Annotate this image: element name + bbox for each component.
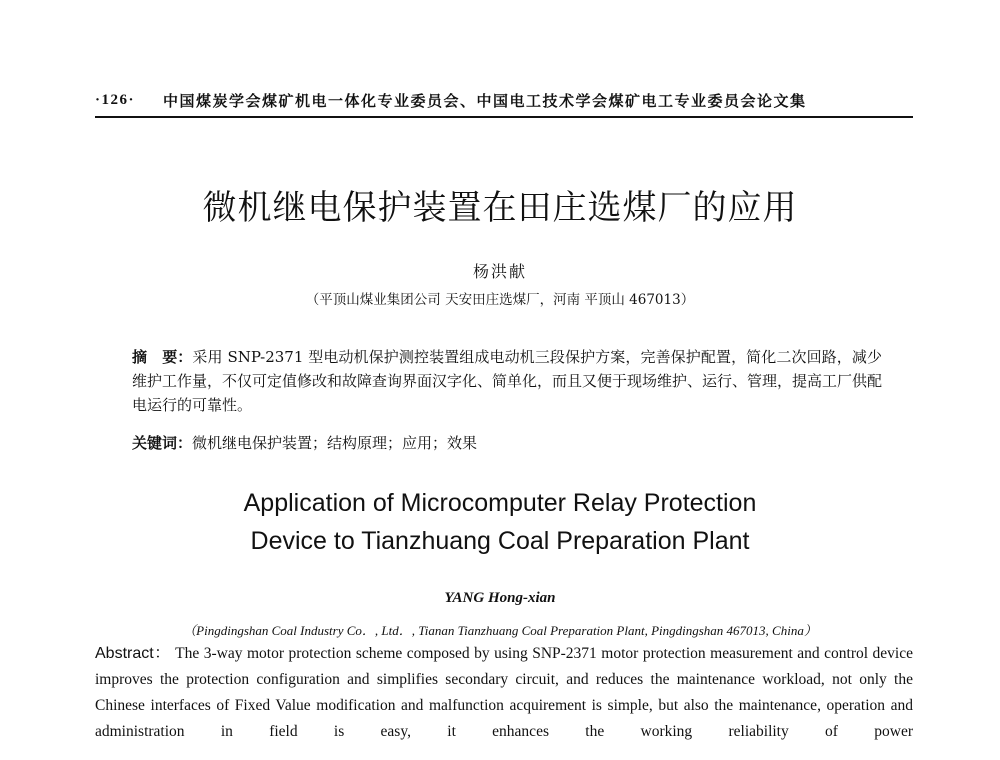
chinese-author: 杨洪献 xyxy=(472,262,527,281)
chinese-keywords xyxy=(132,431,882,455)
page-number: ·126· xyxy=(95,91,136,108)
chinese-keywords-text: 微机继电保护装置；结构原理；应用；效果 xyxy=(192,434,478,452)
english-author: YANG Hong-xian xyxy=(444,590,556,606)
english-title-line-2: Device to Tianzhuang Coal Preparation Plant xyxy=(250,527,750,555)
english-title-line-1: Application of Microcomputer Relay Protection xyxy=(243,489,757,517)
english-abstract-text: The 3-way motor protection scheme composed by using SNP-2371 motor protection measurement and control device improves the protection configuration and simplifies secondary circuit, and reduces the maintenance workload, not only the Chinese interfaces of Fixed Value modification and malfunction acquirement is simple, but also the maintenance, operation and administration in field is easy, it enhances the working reliability of power xyxy=(95,645,913,740)
chinese-abstract-text: 采用 SNP-2371 型电动机保护测控装置组成电动机三段保护方案，完善保护配置，简化二次回路，减少维护工作量，不仅可定值修改和故障查询界面汉字化、简单化，而且又便于现场维护、运行、管理，提高工厂供配电运行的可靠性。 xyxy=(132,348,883,414)
running-header xyxy=(95,86,913,114)
chinese-affiliation: （平顶山煤业集团公司 天安田庄选煤厂，河南 平顶山 467013） xyxy=(305,292,695,308)
english-title xyxy=(0,484,1000,560)
chinese-keywords-label: 关键词： xyxy=(132,434,193,452)
english-abstract xyxy=(95,641,913,745)
english-affiliation: （Pingdingshan Coal Industry Co．, Ltd．, Tianan Tianzhuang Coal Preparation Plant, Pingdingshan 467013, China） xyxy=(183,623,817,638)
chinese-title: 微机继电保护装置在田庄选煤厂的应用 xyxy=(202,188,798,228)
header-rule xyxy=(95,116,913,118)
chinese-abstract xyxy=(132,345,882,417)
english-abstract-label: Abstract： xyxy=(95,645,171,662)
chinese-abstract-label: 摘 要： xyxy=(132,348,193,366)
journal-title: 中国煤炭学会煤矿机电一体化专业委员会、中国电工技术学会煤矿电工专业委员会论文集 xyxy=(163,91,807,110)
